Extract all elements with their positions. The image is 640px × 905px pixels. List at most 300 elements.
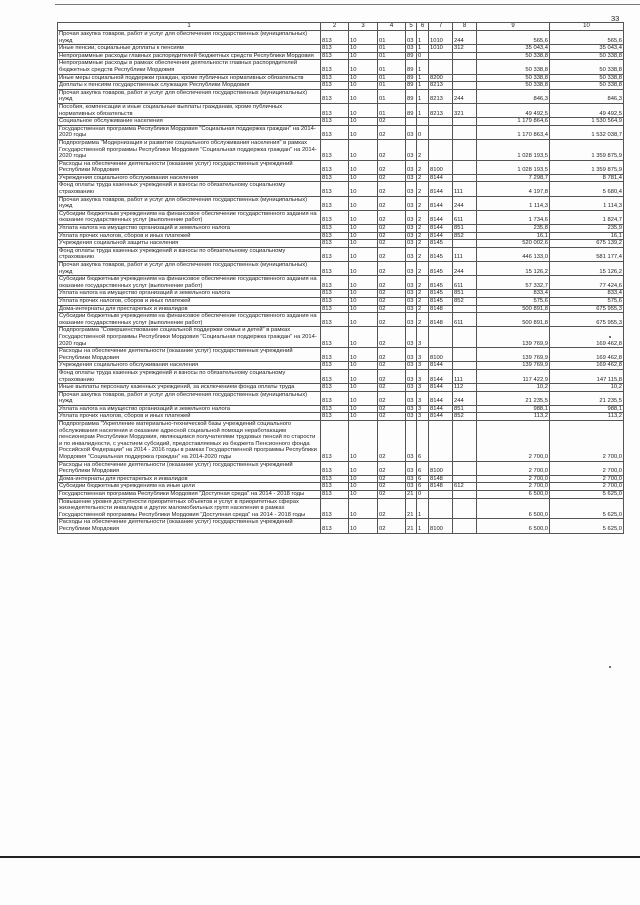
- code-cell: 2: [417, 240, 429, 248]
- code-cell: 8148: [429, 313, 453, 327]
- table-row: [58, 210, 624, 224]
- code-cell: 03: [406, 290, 417, 298]
- amount-cell: 50 338,8: [550, 60, 624, 74]
- code-cell: 3: [417, 413, 429, 421]
- code-cell: 10: [349, 384, 378, 392]
- row-name-cell: Расходы на обеспечение деятельности (оказание услуг) государственных учреждений Республики Мордовия: [58, 348, 321, 362]
- code-cell: 02: [378, 327, 406, 348]
- code-cell: 851: [453, 225, 477, 233]
- code-cell: 3: [417, 362, 429, 370]
- code-cell: 10: [349, 160, 378, 174]
- row-name-cell: Учреждения социального обслуживания населения: [58, 362, 321, 370]
- amount-cell: 575,6: [550, 297, 624, 305]
- code-cell: 8100: [429, 519, 453, 533]
- code-cell: 02: [378, 413, 406, 421]
- amount-cell: 1 114,3: [477, 196, 550, 210]
- table-row: [58, 290, 624, 298]
- code-cell: 21: [406, 498, 417, 519]
- code-cell: 813: [321, 125, 349, 139]
- header-cell: 4: [378, 23, 406, 31]
- code-cell: 10: [349, 391, 378, 405]
- code-cell: 02: [378, 483, 406, 491]
- code-cell: 02: [378, 475, 406, 483]
- amount-cell: 169 462,8: [550, 327, 624, 348]
- row-name-cell: Уплата прочих налогов, сборов и иных платежей: [58, 232, 321, 240]
- code-cell: 10: [349, 74, 378, 82]
- code-cell: [429, 498, 453, 519]
- table-row: [58, 297, 624, 305]
- scan-speck: [609, 336, 611, 338]
- code-cell: 8144: [429, 405, 453, 413]
- code-cell: 2: [417, 196, 429, 210]
- code-cell: 02: [378, 290, 406, 298]
- amount-cell: 6 500,0: [477, 519, 550, 533]
- code-cell: [453, 60, 477, 74]
- code-cell: 8145: [429, 297, 453, 305]
- amount-cell: 50 338,8: [550, 52, 624, 60]
- amount-cell: 113,2: [550, 413, 624, 421]
- code-cell: 0: [417, 52, 429, 60]
- code-cell: 1010: [429, 31, 453, 45]
- amount-cell: 675 139,2: [550, 240, 624, 248]
- code-cell: 1: [417, 82, 429, 90]
- code-cell: 10: [349, 348, 378, 362]
- code-cell: 813: [321, 369, 349, 383]
- table-row: [58, 196, 624, 210]
- amount-cell: 500 891,8: [477, 313, 550, 327]
- code-cell: 02: [378, 240, 406, 248]
- code-cell: 1: [417, 74, 429, 82]
- code-cell: 813: [321, 519, 349, 533]
- code-cell: 8148: [429, 305, 453, 313]
- amount-cell: 988,1: [550, 405, 624, 413]
- code-cell: 1010: [429, 45, 453, 53]
- code-cell: 244: [453, 391, 477, 405]
- amount-cell: 565,6: [477, 31, 550, 45]
- code-cell: 2: [417, 262, 429, 276]
- code-cell: 8144: [429, 210, 453, 224]
- row-name-cell: Социальное обслуживание населения: [58, 118, 321, 126]
- code-cell: [453, 52, 477, 60]
- amount-cell: 1 359 875,9: [550, 139, 624, 160]
- code-cell: 3: [417, 327, 429, 348]
- code-cell: 244: [453, 262, 477, 276]
- code-cell: 03: [406, 391, 417, 405]
- code-cell: 02: [378, 519, 406, 533]
- code-cell: 02: [378, 362, 406, 370]
- code-cell: 8148: [429, 475, 453, 483]
- row-name-cell: Государственная программа Республики Мордовия "Социальная поддержка граждан" на 2014-2020 годы: [58, 125, 321, 139]
- code-cell: 2: [417, 160, 429, 174]
- row-name-cell: Фонд оплаты труда казенных учреждений и взносы по обязательному социальному страхованию: [58, 182, 321, 196]
- code-cell: 10: [349, 483, 378, 491]
- code-cell: 03: [406, 362, 417, 370]
- code-cell: 10: [349, 519, 378, 533]
- amount-cell: 10,2: [550, 384, 624, 392]
- header-cell: 2: [321, 23, 349, 31]
- code-cell: 10: [349, 313, 378, 327]
- code-cell: 813: [321, 74, 349, 82]
- code-cell: [429, 60, 453, 74]
- code-cell: 89: [406, 60, 417, 74]
- amount-cell: 50 338,8: [477, 82, 550, 90]
- amount-cell: 15 126,2: [477, 262, 550, 276]
- table-row: [58, 240, 624, 248]
- code-cell: 03: [406, 240, 417, 248]
- code-cell: 813: [321, 362, 349, 370]
- code-cell: [453, 348, 477, 362]
- code-cell: 813: [321, 103, 349, 117]
- amount-cell: 50 338,8: [477, 74, 550, 82]
- code-cell: 02: [378, 210, 406, 224]
- code-cell: 813: [321, 52, 349, 60]
- amount-cell: 1 179 864,6: [477, 118, 550, 126]
- code-cell: [453, 174, 477, 182]
- table-row: [58, 182, 624, 196]
- code-cell: 21: [406, 491, 417, 499]
- code-cell: 01: [378, 103, 406, 117]
- amount-cell: 1 028 193,5: [477, 160, 550, 174]
- amount-cell: 57 332,7: [477, 276, 550, 290]
- code-cell: 10: [349, 475, 378, 483]
- code-cell: 02: [378, 118, 406, 126]
- code-cell: 10: [349, 210, 378, 224]
- code-cell: 02: [378, 174, 406, 182]
- code-cell: 8144: [429, 196, 453, 210]
- code-cell: 2: [417, 225, 429, 233]
- code-cell: 02: [378, 391, 406, 405]
- code-cell: 1: [417, 103, 429, 117]
- amount-cell: 5 680,4: [550, 182, 624, 196]
- table-row: [58, 498, 624, 519]
- code-cell: 851: [453, 290, 477, 298]
- code-cell: 813: [321, 89, 349, 103]
- table-row: [58, 475, 624, 483]
- code-cell: 8100: [429, 348, 453, 362]
- code-cell: [453, 118, 477, 126]
- code-cell: 03: [406, 45, 417, 53]
- amount-cell: 833,4: [550, 290, 624, 298]
- code-cell: 10: [349, 262, 378, 276]
- amount-cell: 1 170 863,4: [477, 125, 550, 139]
- table-row: [58, 384, 624, 392]
- table-row: [58, 483, 624, 491]
- amount-cell: 10,2: [477, 384, 550, 392]
- code-cell: 3: [417, 391, 429, 405]
- code-cell: 03: [406, 276, 417, 290]
- amount-cell: 2 700,0: [477, 461, 550, 475]
- row-name-cell: Расходы на обеспечение деятельности (оказание услуг) государственных учреждений Республики Мордовия: [58, 461, 321, 475]
- code-cell: 03: [406, 247, 417, 261]
- code-cell: 02: [378, 405, 406, 413]
- code-cell: 02: [378, 369, 406, 383]
- code-cell: 01: [378, 60, 406, 74]
- row-name-cell: Фонд оплаты труда казенных учреждений и взносы по обязательному социальному страхованию: [58, 369, 321, 383]
- code-cell: 1: [417, 31, 429, 45]
- code-cell: 8100: [429, 160, 453, 174]
- code-cell: 813: [321, 60, 349, 74]
- amount-cell: 581 177,4: [550, 247, 624, 261]
- table-row: [58, 327, 624, 348]
- table-row: [58, 139, 624, 160]
- row-name-cell: Прочая закупка товаров, работ и услуг для обеспечения государственных (муниципальных) нужд: [58, 391, 321, 405]
- code-cell: 8144: [429, 362, 453, 370]
- code-cell: 813: [321, 421, 349, 462]
- code-cell: 312: [453, 45, 477, 53]
- amount-cell: 169 462,8: [550, 348, 624, 362]
- amount-cell: 2 700,0: [550, 475, 624, 483]
- code-cell: 89: [406, 82, 417, 90]
- code-cell: 813: [321, 305, 349, 313]
- code-cell: 8145: [429, 276, 453, 290]
- table-row: [58, 232, 624, 240]
- code-cell: 03: [406, 348, 417, 362]
- row-name-cell: Прочая закупка товаров, работ и услуг для обеспечения государственных (муниципальных) нужд: [58, 262, 321, 276]
- row-name-cell: Повышение уровня доступности приоритетных объектов и услуг в приоритетных сферах жизнедеятельности инвалидов и других маломобильных групп населения в рамках Государственной программы Республики Мордовия "Доступная среда" на 2014 - 2018 годы: [58, 498, 321, 519]
- code-cell: 01: [378, 74, 406, 82]
- code-cell: [453, 125, 477, 139]
- row-name-cell: Уплата налога на имущество организаций и земельного налога: [58, 225, 321, 233]
- amount-cell: 49 492,5: [477, 103, 550, 117]
- code-cell: [429, 327, 453, 348]
- code-cell: 244: [453, 31, 477, 45]
- code-cell: 813: [321, 174, 349, 182]
- code-cell: 6: [417, 421, 429, 462]
- code-cell: 10: [349, 247, 378, 261]
- code-cell: [453, 327, 477, 348]
- code-cell: 321: [453, 103, 477, 117]
- row-name-cell: Фонд оплаты труда казенных учреждений и взносы по обязательному социальному страхованию: [58, 247, 321, 261]
- row-name-cell: Подпрограмма "Совершенствование социальной поддержки семьи и детей" в рамках Государственной программы Республики Мордовия "Социальная поддержка граждан" на 2014-2020 годы: [58, 327, 321, 348]
- code-cell: 1: [417, 519, 429, 533]
- row-name-cell: Иные выплаты персоналу казенных учреждений, за исключением фонда оплаты труда: [58, 384, 321, 392]
- code-cell: 10: [349, 31, 378, 45]
- amount-cell: 675 955,3: [550, 313, 624, 327]
- code-cell: 6: [417, 483, 429, 491]
- table-row: [58, 225, 624, 233]
- amount-cell: 147 115,8: [550, 369, 624, 383]
- code-cell: 03: [406, 305, 417, 313]
- amount-cell: 1 530 564,9: [550, 118, 624, 126]
- code-cell: 10: [349, 461, 378, 475]
- row-name-cell: Субсидии бюджетным учреждениям на иные цели: [58, 483, 321, 491]
- code-cell: 02: [378, 297, 406, 305]
- amount-cell: 113,2: [477, 413, 550, 421]
- row-name-cell: Субсидии бюджетным учреждениям на финансовое обеспечение государственного задания на оказание государственных услуг (выполнение работ): [58, 210, 321, 224]
- code-cell: 10: [349, 182, 378, 196]
- code-cell: 02: [378, 182, 406, 196]
- code-cell: [453, 362, 477, 370]
- code-cell: [453, 139, 477, 160]
- amount-cell: 565,6: [550, 31, 624, 45]
- amount-cell: 35 043,4: [550, 45, 624, 53]
- table-row: [58, 405, 624, 413]
- code-cell: 2: [417, 290, 429, 298]
- header-cell: 1: [58, 23, 321, 31]
- amount-cell: 2 700,0: [477, 475, 550, 483]
- code-cell: 8148: [429, 483, 453, 491]
- amount-cell: 235,9: [550, 225, 624, 233]
- amount-cell: 1 114,3: [550, 196, 624, 210]
- code-cell: 02: [378, 139, 406, 160]
- code-cell: 02: [378, 160, 406, 174]
- amount-cell: 2 700,0: [477, 421, 550, 462]
- code-cell: 244: [453, 89, 477, 103]
- row-name-cell: Расходы на обеспечение деятельности (оказание услуг) государственных учреждений Республики Мордовия: [58, 160, 321, 174]
- code-cell: 2: [417, 210, 429, 224]
- row-name-cell: Подпрограмма "Модернизация и развитие социального обслуживания населения" в рамках Государственной программы Республики Мордовия "Социальная поддержка граждан" на 2014-2020 годы: [58, 139, 321, 160]
- code-cell: 111: [453, 247, 477, 261]
- code-cell: 02: [378, 247, 406, 261]
- code-cell: 02: [378, 225, 406, 233]
- amount-cell: 846,3: [550, 89, 624, 103]
- table-row: [58, 74, 624, 82]
- code-cell: 03: [406, 182, 417, 196]
- header-cell: 10: [550, 23, 624, 31]
- row-name-cell: Непрограммные расходы в рамках обеспечения деятельности главных распорядителей бюджетных средств Республики Мордовия: [58, 60, 321, 74]
- amount-cell: 846,3: [477, 89, 550, 103]
- code-cell: 6: [417, 461, 429, 475]
- code-cell: 813: [321, 297, 349, 305]
- amount-cell: 8 781,4: [550, 174, 624, 182]
- code-cell: 02: [378, 196, 406, 210]
- code-cell: 03: [406, 475, 417, 483]
- code-cell: 1: [417, 498, 429, 519]
- code-cell: 852: [453, 413, 477, 421]
- code-cell: 02: [378, 125, 406, 139]
- row-name-cell: Иные меры социальной поддержки граждан, кроме публичных нормативных обязательств: [58, 74, 321, 82]
- row-name-cell: Уплата прочих налогов, сборов и иных платежей: [58, 413, 321, 421]
- code-cell: 813: [321, 313, 349, 327]
- code-cell: 813: [321, 276, 349, 290]
- code-cell: 03: [406, 384, 417, 392]
- code-cell: 03: [406, 125, 417, 139]
- code-cell: 01: [378, 82, 406, 90]
- row-name-cell: Государственная программа Республики Мордовия "Доступная среда" на 2014 - 2018 годы: [58, 491, 321, 499]
- table-row: [58, 391, 624, 405]
- amount-cell: 988,1: [477, 405, 550, 413]
- code-cell: 10: [349, 225, 378, 233]
- code-cell: 89: [406, 74, 417, 82]
- code-cell: 8145: [429, 290, 453, 298]
- code-cell: 8145: [429, 247, 453, 261]
- table-row: [58, 89, 624, 103]
- code-cell: 813: [321, 348, 349, 362]
- amount-cell: 50 338,8: [550, 82, 624, 90]
- header-cell: 7: [429, 23, 453, 31]
- code-cell: 611: [453, 276, 477, 290]
- code-cell: 10: [349, 491, 378, 499]
- code-cell: [453, 160, 477, 174]
- code-cell: 10: [349, 52, 378, 60]
- row-name-cell: Дома-интернаты для престарелых и инвалидов: [58, 305, 321, 313]
- code-cell: 813: [321, 384, 349, 392]
- table-row: [58, 491, 624, 499]
- code-cell: 02: [378, 276, 406, 290]
- code-cell: 21: [406, 519, 417, 533]
- amount-cell: 139 769,9: [477, 348, 550, 362]
- row-name-cell: Доплаты к пенсиям государственных служащих Республики Мордовия: [58, 82, 321, 90]
- code-cell: 10: [349, 89, 378, 103]
- code-cell: 813: [321, 210, 349, 224]
- code-cell: 8213: [429, 103, 453, 117]
- amount-cell: 675 955,3: [550, 305, 624, 313]
- code-cell: 2: [417, 305, 429, 313]
- code-cell: 2: [417, 182, 429, 196]
- code-cell: 8144: [429, 391, 453, 405]
- amount-cell: 1 734,6: [477, 210, 550, 224]
- code-cell: 813: [321, 391, 349, 405]
- code-cell: [417, 118, 429, 126]
- code-cell: 813: [321, 196, 349, 210]
- code-cell: [453, 421, 477, 462]
- code-cell: 10: [349, 232, 378, 240]
- amount-cell: 21 235,5: [550, 391, 624, 405]
- code-cell: 813: [321, 475, 349, 483]
- code-cell: [453, 475, 477, 483]
- code-cell: 2: [417, 139, 429, 160]
- code-cell: 03: [406, 196, 417, 210]
- amount-cell: 16,1: [550, 232, 624, 240]
- code-cell: 8144: [429, 384, 453, 392]
- table-body: [58, 23, 624, 534]
- code-cell: 1: [417, 60, 429, 74]
- table-row: [58, 118, 624, 126]
- budget-table: [57, 22, 624, 534]
- code-cell: 813: [321, 232, 349, 240]
- code-cell: 10: [349, 498, 378, 519]
- code-cell: 02: [378, 491, 406, 499]
- code-cell: 10: [349, 196, 378, 210]
- amount-cell: 6 500,0: [477, 491, 550, 499]
- code-cell: 02: [378, 461, 406, 475]
- code-cell: 10: [349, 421, 378, 462]
- code-cell: 813: [321, 139, 349, 160]
- amount-cell: 77 424,6: [550, 276, 624, 290]
- table-row: [58, 369, 624, 383]
- code-cell: 611: [453, 313, 477, 327]
- code-cell: 02: [378, 262, 406, 276]
- table-row: [58, 247, 624, 261]
- row-name-cell: Пособия, компенсации и иные социальные выплаты гражданам, кроме публичных нормативных обязательств: [58, 103, 321, 117]
- code-cell: 1: [417, 45, 429, 53]
- code-cell: 03: [406, 413, 417, 421]
- code-cell: [429, 125, 453, 139]
- table-row: [58, 413, 624, 421]
- code-cell: [453, 491, 477, 499]
- amount-cell: 139 769,9: [477, 362, 550, 370]
- header-cell: 5: [406, 23, 417, 31]
- code-cell: 2: [417, 232, 429, 240]
- code-cell: [453, 461, 477, 475]
- code-cell: 10: [349, 327, 378, 348]
- code-cell: 02: [378, 232, 406, 240]
- code-cell: 112: [453, 384, 477, 392]
- code-cell: 813: [321, 290, 349, 298]
- amount-cell: 520 002,6: [477, 240, 550, 248]
- code-cell: [429, 491, 453, 499]
- code-cell: 10: [349, 60, 378, 74]
- amount-cell: 5 625,0: [550, 491, 624, 499]
- code-cell: 612: [453, 483, 477, 491]
- table-row: [58, 276, 624, 290]
- code-cell: [429, 421, 453, 462]
- code-cell: 02: [378, 348, 406, 362]
- table-row: [58, 421, 624, 462]
- amount-cell: 50 338,8: [477, 52, 550, 60]
- header-row: [58, 23, 624, 31]
- code-cell: 01: [378, 89, 406, 103]
